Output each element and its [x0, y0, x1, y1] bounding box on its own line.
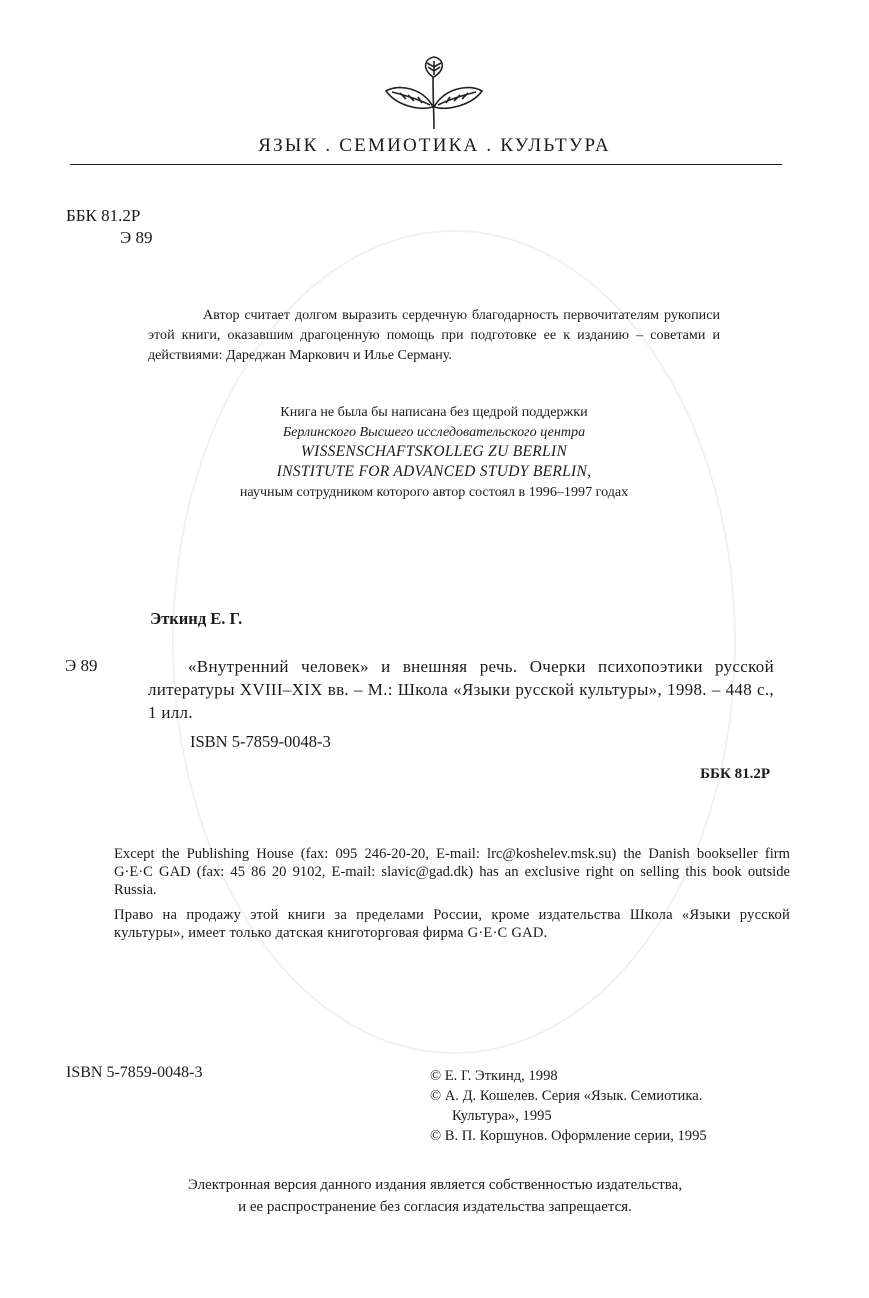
- notice-line: и ее распространение без согласия издательства запрещается.: [238, 1199, 632, 1215]
- copyright-line: © А. Д. Кошелев. Серия «Язык. Семиотика.: [430, 1088, 703, 1104]
- copyright-line: Культура», 1995: [452, 1108, 552, 1124]
- copyright-line: © Е. Г. Эткинд, 1998: [430, 1068, 558, 1084]
- leaf-sprig-icon: [378, 55, 490, 133]
- series-title: ЯЗЫК . СЕМИОТИКА . КУЛЬТУРА: [258, 135, 611, 156]
- support-statement: [148, 402, 720, 502]
- footer-isbn: ISBN 5-7859-0048-3: [66, 1064, 203, 1081]
- catalog-description: «Внутренний человек» и внешняя речь. Очерки психопоэтики русской литературы XVIII–XIX вв. – М.: Школа «Языки русской культуры», 1998. – 448 с., 1 илл.: [148, 657, 774, 722]
- catalog-author: Эткинд Е. Г.: [150, 609, 243, 628]
- bbk-code: ББК 81.2Р: [66, 206, 141, 225]
- copyright-block: [430, 1066, 810, 1146]
- catalog-isbn: ISBN 5-7859-0048-3: [190, 732, 331, 751]
- support-line: научным сотрудником которого автор состоял в 1996–1997 годах: [239, 484, 629, 500]
- support-line: INSTITUTE FOR ADVANCED STUDY BERLIN,: [276, 463, 592, 480]
- support-line: WISSENSCHAFTSKOLLEG ZU BERLIN: [300, 443, 568, 460]
- catalog-bbk: ББК 81.2Р: [700, 766, 770, 782]
- rights-russian: Право на продажу этой книги за пределами России, кроме издательства Школа «Языки русской культуры», имеет только датская книготорговая фирма G·E·C GAD.: [114, 907, 790, 941]
- copyright-line: © В. П. Коршунов. Оформление серии, 1995: [430, 1128, 707, 1144]
- catalog-code: Э 89: [65, 656, 98, 675]
- acknowledgement-paragraph: Автор считает долгом выразить сердечную благодарность первочитателям рукописи этой книги, оказавшим драгоценную помощь при подготовке ее к изданию – советами и действиями: Дареджан Маркович и Илье Серману.: [148, 307, 720, 363]
- notice-line: Электронная версия данного издания является собственностью издательства,: [187, 1177, 683, 1193]
- rights-english: Except the Publishing House (fax: 095 246-20-20, E-mail: lrc@koshelev.msk.su) the Danish bookseller firm G·E·C GAD (fax: 45 86 20 9102, E-mail: slavic@gad.dk) has an exclusive right on selling this book outside Russia.: [114, 846, 790, 898]
- author-mark: Э 89: [120, 228, 153, 247]
- header-rule: [70, 164, 782, 165]
- support-line: Берлинского Высшего исследовательского центра: [282, 424, 586, 440]
- electronic-notice: [90, 1174, 780, 1218]
- support-line: Книга не была бы написана без щедрой поддержки: [280, 404, 588, 420]
